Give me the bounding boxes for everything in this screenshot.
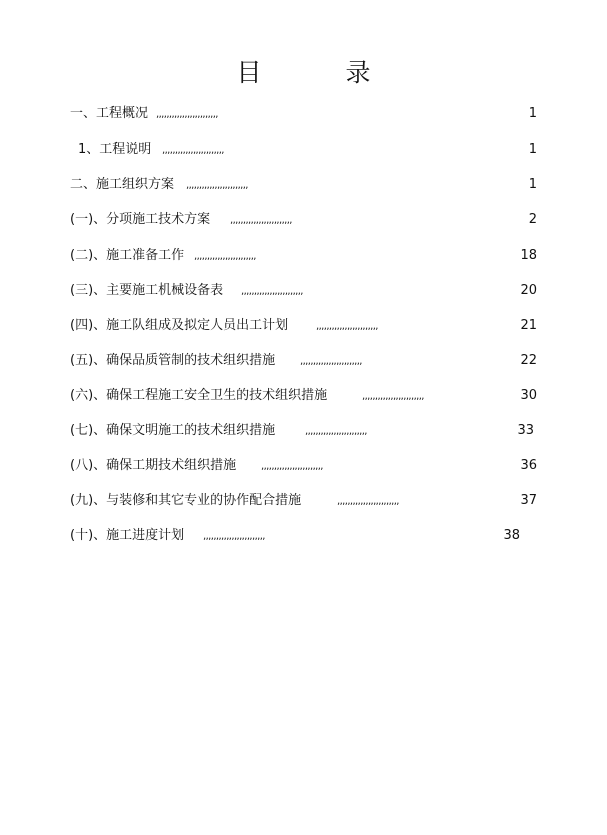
toc-title: 目 录	[236, 58, 409, 87]
toc-entry-label: 1、工程说明	[78, 142, 152, 157]
toc-entry-page: 2	[528, 212, 537, 227]
toc-entry-page: 1	[528, 106, 537, 121]
toc-entry-leader: ,,,,,,,,,,,,,,,,,,,,,,,,	[241, 286, 303, 297]
toc-entry-page: 36	[520, 458, 537, 473]
toc-entry-label: 二、施工组织方案	[70, 177, 175, 192]
toc-entry-label: (六)、确保工程施工安全卫生的技术组织措施	[70, 388, 328, 403]
toc-entry-leader: ,,,,,,,,,,,,,,,,,,,,,,,,	[194, 251, 256, 262]
toc-entry-page: 1	[528, 177, 537, 192]
toc-entry-label: (八)、确保工期技术组织措施	[70, 458, 237, 473]
toc-entry-label: 一、工程概况	[70, 106, 149, 121]
toc-entry-page: 38	[503, 528, 520, 543]
toc-entry-label: (十)、施工进度计划	[70, 528, 185, 543]
toc-entry[interactable]	[0, 491, 607, 511]
toc-entry[interactable]	[0, 386, 607, 406]
toc-entry-leader: ,,,,,,,,,,,,,,,,,,,,,,,,	[305, 426, 367, 437]
toc-entry-leader: ,,,,,,,,,,,,,,,,,,,,,,,,	[300, 356, 362, 367]
toc-entry[interactable]	[0, 316, 607, 336]
toc-entry-label: (五)、确保品质管制的技术组织措施	[70, 353, 276, 368]
toc-entry-label: (二)、施工准备工作	[70, 248, 185, 263]
toc-entry-page: 22	[520, 353, 537, 368]
toc-entry-page: 33	[517, 423, 534, 438]
toc-entry[interactable]	[0, 140, 607, 160]
toc-entry-leader: ,,,,,,,,,,,,,,,,,,,,,,,,	[203, 531, 265, 542]
toc-entry-leader: ,,,,,,,,,,,,,,,,,,,,,,,,	[316, 321, 378, 332]
toc-entry[interactable]	[0, 281, 607, 301]
toc-entry-page: 37	[520, 493, 537, 508]
toc-entry-leader: ,,,,,,,,,,,,,,,,,,,,,,,,	[261, 461, 323, 472]
toc-entry-label: (七)、确保文明施工的技术组织措施	[70, 423, 276, 438]
toc-entry[interactable]	[0, 175, 607, 195]
toc-entry-page: 21	[520, 318, 537, 333]
toc-entry[interactable]	[0, 456, 607, 476]
toc-entry-label: (三)、主要施工机械设备表	[70, 283, 224, 298]
toc-entry-page: 20	[520, 283, 537, 298]
toc-entry[interactable]	[0, 526, 607, 546]
toc-entry-label: (一)、分项施工技术方案	[70, 212, 211, 227]
toc-entry-leader: ,,,,,,,,,,,,,,,,,,,,,,,,	[162, 145, 224, 156]
toc-entry-page: 30	[520, 388, 537, 403]
toc-entry-leader: ,,,,,,,,,,,,,,,,,,,,,,,,	[230, 215, 292, 226]
toc-entry-page: 18	[520, 248, 537, 263]
toc-entry[interactable]	[0, 210, 607, 230]
toc-entry-label: (九)、与装修和其它专业的协作配合措施	[70, 493, 302, 508]
toc-entry[interactable]	[0, 421, 607, 441]
toc-entry-leader: ,,,,,,,,,,,,,,,,,,,,,,,,	[337, 496, 399, 507]
toc-entry[interactable]	[0, 104, 607, 124]
toc-entry-leader: ,,,,,,,,,,,,,,,,,,,,,,,,	[186, 180, 248, 191]
toc-entry[interactable]	[0, 351, 607, 371]
toc-entry-page: 1	[528, 142, 537, 157]
toc-entry-leader: ,,,,,,,,,,,,,,,,,,,,,,,,	[156, 109, 218, 120]
toc-entry-label: (四)、施工队组成及拟定人员出工计划	[70, 318, 289, 333]
toc-entry[interactable]	[0, 246, 607, 266]
toc-entry-leader: ,,,,,,,,,,,,,,,,,,,,,,,,	[362, 391, 424, 402]
